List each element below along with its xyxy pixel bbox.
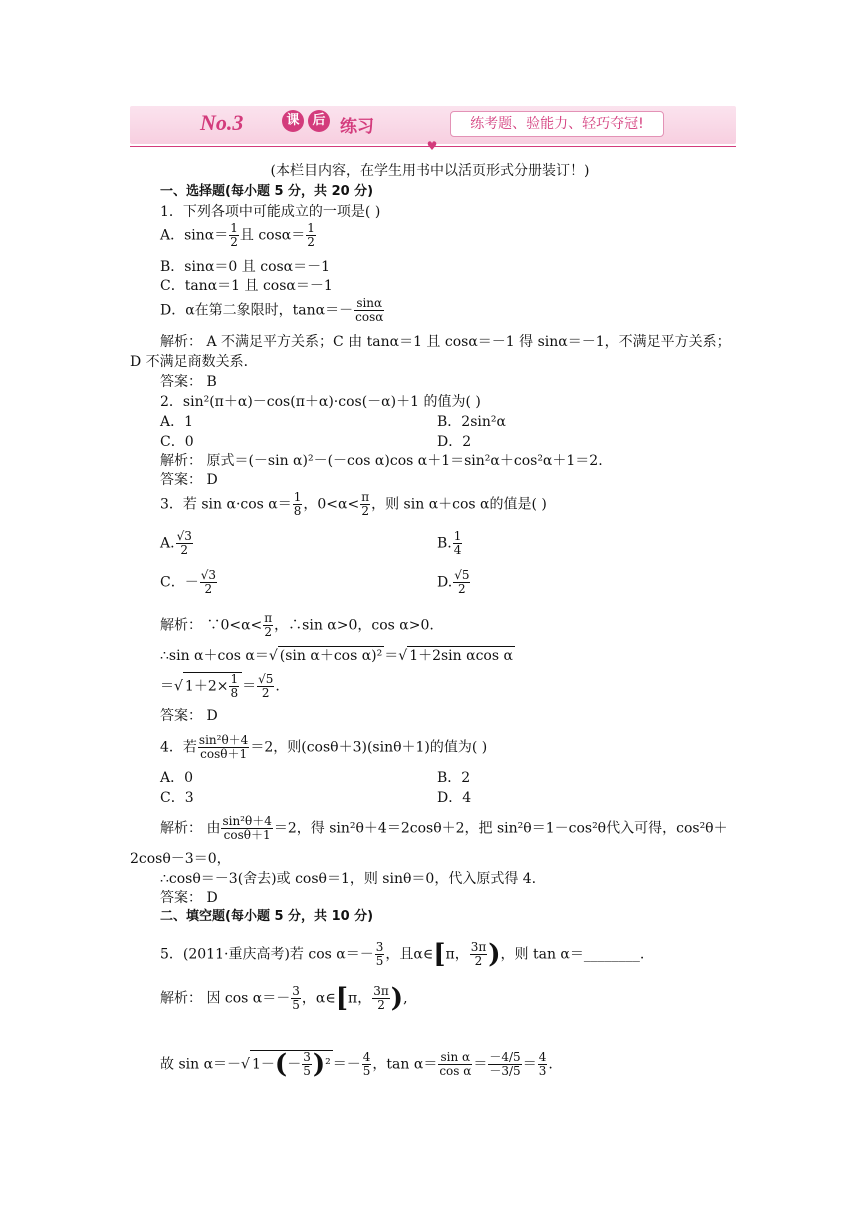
q3-stem-frac1: $\frac{1}{8}$ xyxy=(293,490,302,518)
q3-stem-frac2: $\frac{\pi}{2}$ xyxy=(361,490,370,518)
q3-answer: 答案： D xyxy=(160,708,218,724)
q4-stem-frac: $\frac{\text{sin²θ＋4}}{\cos\theta+1}$ xyxy=(198,733,249,761)
q4-option-a: A．0 xyxy=(160,770,194,786)
q5-tan-result-frac: $\frac{4}{3}$ xyxy=(538,1050,547,1078)
q1-a-mid: 且 cosα＝ xyxy=(239,227,306,244)
q3-stem-mid: ，0<α< xyxy=(303,496,360,513)
banner-char-hou: 后 xyxy=(308,110,330,132)
q5-stem-frac: $\frac{3}{5}$ xyxy=(375,940,384,968)
q3-result-frac: $\frac{√5}{2}$ xyxy=(258,672,274,700)
q4-analysis-line3: ∴cosθ＝－3(舍去)或 cosθ＝1，则 sinθ＝0，代入原式得 4. xyxy=(160,871,537,887)
q1-answer: 答案： B xyxy=(160,374,217,390)
q4-option-c: C．3 xyxy=(160,790,194,806)
binding-note: (本栏目内容，在学生用书中以活页形式分册装订！) xyxy=(270,163,590,179)
q3-stem xyxy=(160,491,547,518)
q3-option-b: B. $\frac{1}{4}$ xyxy=(437,529,462,557)
section-fill-heading: 二、填空题(每小题 5 分，共 10 分) xyxy=(160,909,374,924)
q4-option-b: B．2 xyxy=(437,770,471,786)
q3-analysis-line2: ∴sin α＋cos α＝√ (sin α＋cos α)² ＝√ 1＋2sin αcos α xyxy=(160,648,513,664)
q1-option-c: C．tanα＝1 且 cosα＝－1 xyxy=(160,278,333,294)
q3-c-frac: $\frac{√3}{2}$ xyxy=(200,568,216,596)
q5-analysis-line2: 故 sin α＝－√ 1－(－ $\frac{3}{5}$ )² ＝－ $\frac{4}{5}$ ，tan α＝ $\frac{\text{sin α}}{\text{cos α}}$ ＝ $\frac{-4/5}{-3/5}$ ＝ $\frac{4}{3}$ . xyxy=(160,1049,553,1080)
q5-analysis-frac: $\frac{3}{5}$ xyxy=(292,984,300,1012)
q3-a-frac: $\frac{√3}{2}$ xyxy=(176,529,192,557)
q2-option-a: A．1 xyxy=(160,414,194,430)
q3-analysis: 解析： ∵0<α< $\frac{\pi}{2}$ ，∴sin α>0，cos α>0. xyxy=(160,611,434,639)
q3-option-d: D. $\frac{√5}{2}$ xyxy=(437,568,470,596)
q3-sqrt-2: 1＋2sin αcos α xyxy=(409,648,513,664)
banner-title: 练习 xyxy=(340,117,374,137)
q2-analysis: 解析： 原式＝(－sin α)²－(－cos α)cos α＋1＝sin²α＋cos²α＋1＝2. xyxy=(160,453,603,469)
q1-a-text: A．sinα＝ xyxy=(160,227,229,244)
section-banner xyxy=(130,104,736,153)
q2-answer: 答案： D xyxy=(160,472,218,488)
q4-analysis-line2: 2cosθ－3＝0， xyxy=(130,851,231,867)
q3-option-a: A. $\frac{√3}{2}$ xyxy=(160,529,192,557)
q4-analysis-frac: $\frac{\text{sin²θ＋4}}{\cos\theta+1}$ xyxy=(222,814,272,842)
q3-d-frac: $\frac{√5}{2}$ xyxy=(454,568,470,596)
q5-stem: 5．(2011·重庆高考)若 cos α＝－ $\frac{3}{5}$ ，且α∈[π， $\frac{3\pi}{2}$ )，则 tan α＝________. xyxy=(160,939,645,970)
q5-sin-result-frac: $\frac{4}{5}$ xyxy=(362,1050,371,1078)
q1-option-d xyxy=(160,297,385,324)
q1-stem: 1．下列各项中可能成立的一项是( ) xyxy=(160,204,381,220)
q2-stem: 2．sin²(π＋α)－cos(π＋α)·cos(－α)＋1 的值为( ) xyxy=(160,394,481,410)
q3-stem-post: ，则 sin α＋cos α的值是( ) xyxy=(371,496,547,513)
lesson-number: No.3 xyxy=(200,110,244,135)
q5-tan-compound-frac: $\frac{-4/5}{-3/5}$ xyxy=(489,1050,521,1078)
q5-sqrt: 1－(－ $\frac{3}{5}$ )² xyxy=(251,1049,331,1080)
q3-option-c: C．－ $\frac{√3}{2}$ xyxy=(160,568,216,596)
banner-char-ke: 课 xyxy=(282,110,304,132)
q1-d-frac: $\frac{\sin\alpha}{\cos\alpha}$ xyxy=(355,296,384,324)
q2-option-b: B．2sin²α xyxy=(437,414,506,430)
q4-stem: 4．若 $\frac{\text{sin²θ＋4}}{\cos\theta+1}$ ＝2，则(cosθ＋3)(sinθ＋1)的值为( ) xyxy=(160,733,488,761)
q2-option-d: D．2 xyxy=(437,434,472,450)
q5-tan-def-frac: $\frac{\text{sin α}}{\text{cos α}}$ xyxy=(439,1050,472,1078)
q3-analysis-line3: ＝√ 1＋2× $\frac{1}{8}$ ＝ $\frac{√5}{2}$ . xyxy=(160,672,280,700)
q3-analysis-frac: $\frac{\pi}{2}$ xyxy=(264,611,273,639)
q1-option-b: B．sinα＝0 且 cosα＝－1 xyxy=(160,259,331,275)
q3-sqrt-3: 1＋2× $\frac{1}{8}$ xyxy=(183,672,242,700)
q4-option-d: D．4 xyxy=(437,790,472,806)
q3-b-frac: $\frac{1}{4}$ xyxy=(453,529,462,557)
q2-option-c: C．0 xyxy=(160,434,194,450)
q1-a-frac2: $\frac{1}{2}$ xyxy=(307,221,315,249)
q1-d-text: D．α在第二象限时，tanα＝－ xyxy=(160,302,354,319)
banner-slogan: 练考题、验能力、轻巧夺冠! xyxy=(450,111,664,137)
q5-analysis: 解析： 因 cos α＝－ $\frac{3}{5}$ ，α∈[π， $\frac{3\pi}{2}$ ), xyxy=(160,983,408,1014)
q1-analysis-2: D 不满足商数关系． xyxy=(130,354,258,370)
heart-icon: ♥ xyxy=(426,139,438,153)
q3-sqrt-1: (sin α＋cos α)² xyxy=(279,648,383,664)
section-choice-heading: 一、选择题(每小题 5 分，共 20 分) xyxy=(160,184,374,199)
q5-analysis-interval-frac: $\frac{3\pi}{2}$ xyxy=(373,984,389,1012)
q1-analysis-1: 解析： A 不满足平方关系；C 由 tanα＝1 且 cosα＝－1 得 sinα＝－1，不满足平方关系； xyxy=(160,334,731,350)
q5-interval-frac: $\frac{3\pi}{2}$ xyxy=(470,940,487,968)
q1-option-a xyxy=(160,222,317,249)
q3-stem-pre: 3．若 sin α·cos α＝ xyxy=(160,496,292,513)
q4-answer: 答案： D xyxy=(160,890,218,906)
q1-a-frac1: $\frac{1}{2}$ xyxy=(230,221,238,249)
q4-analysis: 解析： 由 $\frac{\text{sin²θ＋4}}{\cos\theta+1}$ ＝2，得 sin²θ＋4＝2cosθ＋2，把 sin²θ＝1－cos²θ代入可得，cos²θ＋ xyxy=(160,814,728,842)
